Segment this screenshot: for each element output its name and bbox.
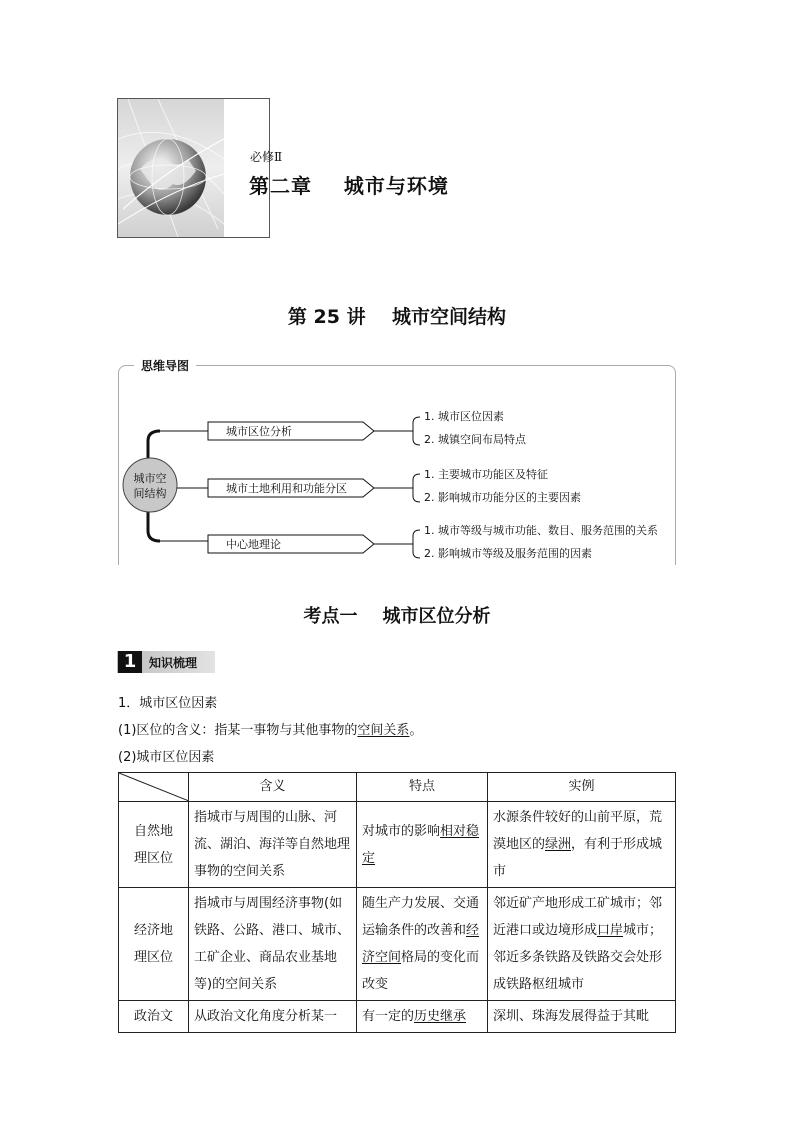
mindmap-center-line2: 间结构 xyxy=(133,487,167,500)
table-header-row xyxy=(119,773,676,802)
table-header-cell: 特点 xyxy=(357,773,488,802)
row-head-cell: 政治文 xyxy=(119,1001,189,1033)
table-diagonal-cell xyxy=(119,773,189,802)
example-cell: 水源条件较好的山前平原，荒漠地区的绿洲，有利于形成城市 xyxy=(488,802,676,888)
branch-3-item-1: 1. 城市等级与城市功能、数目、服务范围的关系 xyxy=(424,524,658,537)
row-head-cell: 经济地 理区位 xyxy=(119,888,189,1001)
module-label: 必修Ⅱ xyxy=(250,150,283,164)
meaning-cell: 指城市与周围的山脉、河流、湖泊、海洋等自然地理事物的空间关系 xyxy=(189,802,357,888)
table-row xyxy=(119,888,676,1001)
meaning-cell: 指城市与周围经济事物(如铁路、公路、港口、城市、工矿企业、商品农业基地等)的空间关系 xyxy=(189,888,357,1001)
section-title: 考点一 城市区位分析 xyxy=(303,606,491,627)
branch-3-item-2: 2. 影响城市等级及服务范围的因素 xyxy=(424,547,592,560)
table-row xyxy=(119,1001,676,1033)
lecture-title: 第 25 讲 城市空间结构 xyxy=(287,306,507,328)
feature-cell: 对城市的影响相对稳定 xyxy=(357,802,488,888)
table-header-cell: 实例 xyxy=(488,773,676,802)
meaning-cell: 从政治文化角度分析某一 xyxy=(189,1001,357,1033)
knowledge-badge-text: 知识梳理 xyxy=(149,656,198,670)
chapter-title: 第二章 城市与环境 xyxy=(249,174,449,198)
branch-2-item-1: 1. 主要城市功能区及特征 xyxy=(424,468,548,481)
branch-label-3: 中心地理论 xyxy=(226,538,281,551)
branch-1-item-1: 1. 城市区位因素 xyxy=(424,410,504,423)
mindmap-center-line1: 城市空 xyxy=(133,472,167,485)
paragraph-subheading: (2)城市区位因素 xyxy=(118,750,215,765)
table-row xyxy=(119,802,676,888)
chapter-divider xyxy=(269,98,270,238)
table-header-cell: 含义 xyxy=(189,773,357,802)
feature-cell: 随生产力发展、交通运输条件的改善和经济空间格局的变化而改变 xyxy=(357,888,488,1001)
row-head-cell: 自然地 理区位 xyxy=(119,802,189,888)
mindmap-center-node xyxy=(123,458,177,512)
example-cell: 深圳、珠海发展得益于其毗 xyxy=(488,1001,676,1033)
paragraph-heading: 1．城市区位因素 xyxy=(118,696,218,711)
example-cell: 邻近矿产地形成工矿城市；邻近港口或边境形成口岸城市；邻近多条铁路及铁路交会处形成铁路枢纽城市 xyxy=(488,888,676,1001)
mindmap-label: 思维导图 xyxy=(134,357,196,374)
location-factors-table xyxy=(118,772,676,1033)
paragraph-definition: (1)区位的含义：指某一事物与其他事物的空间关系。 xyxy=(118,723,423,738)
globe-image xyxy=(118,99,224,237)
branch-label-2: 城市土地利用和功能分区 xyxy=(226,482,347,495)
branch-label-1: 城市区位分析 xyxy=(226,425,292,438)
mindmap-diagram xyxy=(118,395,678,565)
knowledge-badge-number: 1 xyxy=(118,651,142,673)
branch-2-item-2: 2. 影响城市功能分区的主要因素 xyxy=(424,491,581,504)
feature-cell: 有一定的历史继承 xyxy=(357,1001,488,1033)
branch-1-item-2: 2. 城镇空间布局特点 xyxy=(424,433,526,446)
